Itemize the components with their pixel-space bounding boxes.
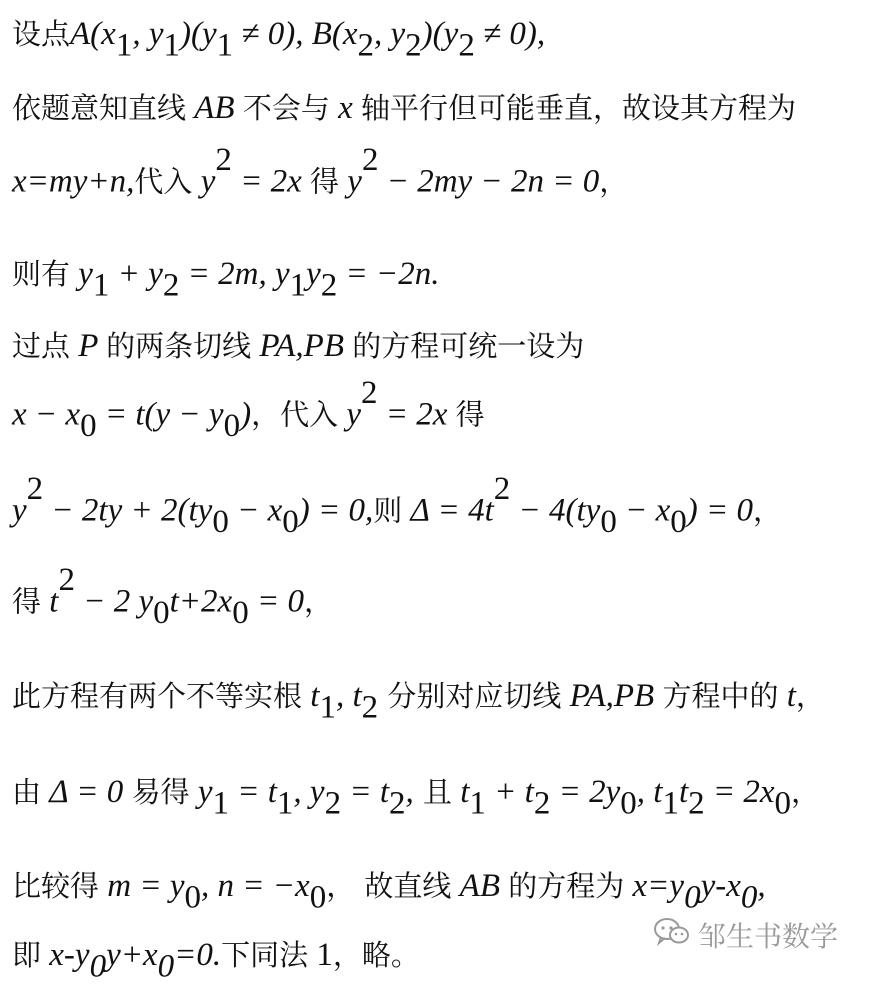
math: ) = 0,	[298, 492, 374, 529]
subscript: 0	[89, 948, 107, 985]
math: , t	[636, 774, 663, 810]
text: ，代入	[251, 397, 339, 432]
subscript: 2	[405, 27, 422, 64]
math: + y	[109, 256, 163, 292]
text: 则	[373, 493, 403, 528]
math: , y	[293, 774, 325, 810]
subscript: 2	[162, 267, 180, 304]
math: = −2n.	[337, 256, 440, 292]
math: − 4(ty	[510, 492, 601, 529]
text: 的两条切线	[106, 329, 252, 363]
subscript: 2	[688, 785, 705, 822]
text-line-10	[12, 772, 821, 822]
text-line-5	[12, 326, 584, 366]
math: PA,PB	[251, 328, 353, 364]
watermark	[652, 915, 838, 955]
subscript: 0	[282, 503, 299, 540]
math: t	[302, 678, 320, 714]
text-line-1	[12, 14, 546, 64]
math: = 0	[248, 583, 304, 620]
math: x − x	[12, 396, 81, 433]
subscript: 0	[670, 503, 687, 540]
math: Δ = 0	[41, 774, 132, 810]
subscript: 2	[324, 785, 342, 822]
subscript: 2	[533, 785, 551, 822]
text: 设点	[12, 17, 71, 51]
wechat-icon	[652, 916, 690, 955]
text: ，	[599, 164, 629, 199]
text: 轴平行但可能垂直，故设其方程为	[361, 91, 797, 125]
subscript: 0	[153, 594, 170, 631]
math: = 2y	[550, 774, 621, 810]
math: y	[306, 256, 321, 292]
subscript: 1	[662, 785, 679, 822]
math: y	[339, 163, 362, 200]
subscript: 0	[620, 785, 637, 822]
subscript: 1	[115, 27, 133, 64]
text-line-6	[12, 375, 485, 444]
subscript: 1	[92, 267, 110, 304]
math: y+x	[106, 937, 158, 973]
subscript: 1	[216, 27, 234, 64]
text: 得	[455, 397, 485, 432]
text-line-4	[12, 254, 440, 304]
math: y	[192, 163, 216, 200]
math: x-y	[41, 937, 90, 973]
subscript: 1	[212, 785, 229, 822]
text-line-12	[12, 935, 420, 985]
math: ≠ 0), B(x	[233, 16, 358, 52]
math: P	[70, 328, 107, 364]
text-line-9	[12, 676, 825, 726]
subscript: 0	[223, 407, 241, 444]
math: ,	[405, 774, 414, 810]
text: 分别对应切线	[378, 679, 562, 713]
math: − x	[228, 492, 283, 529]
text: ，	[303, 584, 333, 619]
math: y	[338, 396, 361, 433]
text-line-3	[12, 142, 629, 201]
subscript: 1	[163, 27, 180, 64]
math: y	[12, 492, 27, 529]
text: ，	[795, 679, 825, 713]
text: 下同法	[221, 938, 309, 972]
subscript: 0	[774, 785, 792, 822]
math: y	[70, 256, 93, 292]
text-line-8	[12, 562, 333, 631]
math: t	[41, 583, 59, 620]
math: x=y	[624, 868, 685, 904]
math: x=my+n,	[12, 163, 135, 200]
math: x	[329, 90, 362, 126]
subscript: 0	[740, 879, 758, 916]
math: − 2 y	[74, 583, 154, 620]
text: 且	[413, 775, 452, 809]
subscript: 1	[319, 689, 336, 726]
subscript: 0	[232, 594, 249, 631]
math: + t	[485, 774, 534, 810]
math: t	[678, 774, 689, 810]
math: − 2my − 2n = 0	[378, 163, 600, 200]
text-line-7	[12, 471, 783, 540]
text: 代入	[134, 164, 193, 199]
math: y-x	[700, 868, 741, 904]
math: , y	[374, 16, 406, 52]
text: 1	[308, 937, 333, 973]
math: t	[778, 678, 796, 714]
subscript: 1	[469, 785, 486, 822]
math: = t	[341, 774, 390, 810]
text: 此方程有两个不等实根	[12, 679, 303, 713]
math: t+2x	[169, 583, 233, 620]
text: ，	[791, 775, 821, 809]
text: 即	[12, 938, 42, 972]
text-line-2	[12, 88, 796, 128]
math: ≠ 0),	[474, 16, 546, 52]
superscript: 2	[361, 142, 379, 178]
math: = 2x	[704, 774, 775, 810]
math: = 2x	[377, 396, 456, 433]
math: )(y	[179, 16, 217, 52]
math: − x	[616, 492, 671, 529]
superscript: 2	[26, 471, 44, 507]
subscript: 0	[684, 879, 701, 916]
math: = 2x	[231, 163, 311, 200]
text: 过点	[12, 329, 71, 363]
text: 方程中的	[662, 679, 779, 713]
text: 的方程为	[508, 869, 625, 903]
math: m = y	[99, 868, 185, 904]
text: 得	[310, 164, 340, 199]
math: )(y	[421, 16, 459, 52]
text: 则有	[12, 257, 71, 291]
math: A(x	[70, 16, 116, 52]
math: ) = 0	[686, 492, 754, 529]
text: 依题意知直线	[12, 91, 187, 125]
subscript: 0	[157, 948, 175, 985]
superscript: 2	[493, 471, 511, 507]
superscript: 2	[360, 375, 378, 411]
subscript: 0	[184, 879, 202, 916]
text-line-11	[12, 866, 766, 916]
subscript: 2	[320, 267, 338, 304]
math: AB	[186, 90, 243, 126]
superscript: 2	[58, 562, 75, 598]
math: y	[189, 774, 213, 810]
math: = t(y − y	[96, 396, 224, 433]
text: 比较得	[12, 869, 100, 903]
subscript: 1	[276, 785, 294, 822]
watermark-text: 邹生书数学	[698, 920, 839, 953]
subscript: 1	[289, 267, 307, 304]
subscript: 2	[357, 27, 375, 64]
text: ，	[753, 493, 783, 528]
math: = t	[228, 774, 277, 810]
math: AB	[451, 868, 509, 904]
math: t	[451, 774, 470, 810]
math: ,	[757, 868, 766, 904]
text: 由	[12, 775, 42, 809]
math: PA,PB	[561, 678, 663, 714]
math: , y	[132, 16, 164, 52]
subscript: 0	[80, 407, 97, 444]
subscript: 2	[389, 785, 406, 822]
superscript: 2	[215, 142, 232, 178]
text: ， 故直线	[326, 869, 452, 903]
subscript: 2	[361, 689, 379, 726]
math: )	[240, 396, 252, 433]
text: 的方程可统一设为	[352, 329, 585, 363]
math: =0.	[174, 937, 222, 973]
math: = 2m, y	[179, 256, 290, 292]
subscript: 2	[458, 27, 475, 64]
text: 不会与	[242, 91, 330, 125]
math: Δ = 4t	[402, 492, 494, 529]
text: 易得	[131, 775, 190, 809]
subscript: 0	[309, 879, 327, 916]
text: ，略。	[332, 938, 420, 972]
text: 得	[12, 584, 42, 619]
subscript: 0	[600, 503, 617, 540]
subscript: 0	[212, 503, 229, 540]
math: − 2ty + 2(ty	[43, 492, 213, 529]
math: , n = −x	[201, 868, 310, 904]
math: , t	[335, 678, 362, 714]
